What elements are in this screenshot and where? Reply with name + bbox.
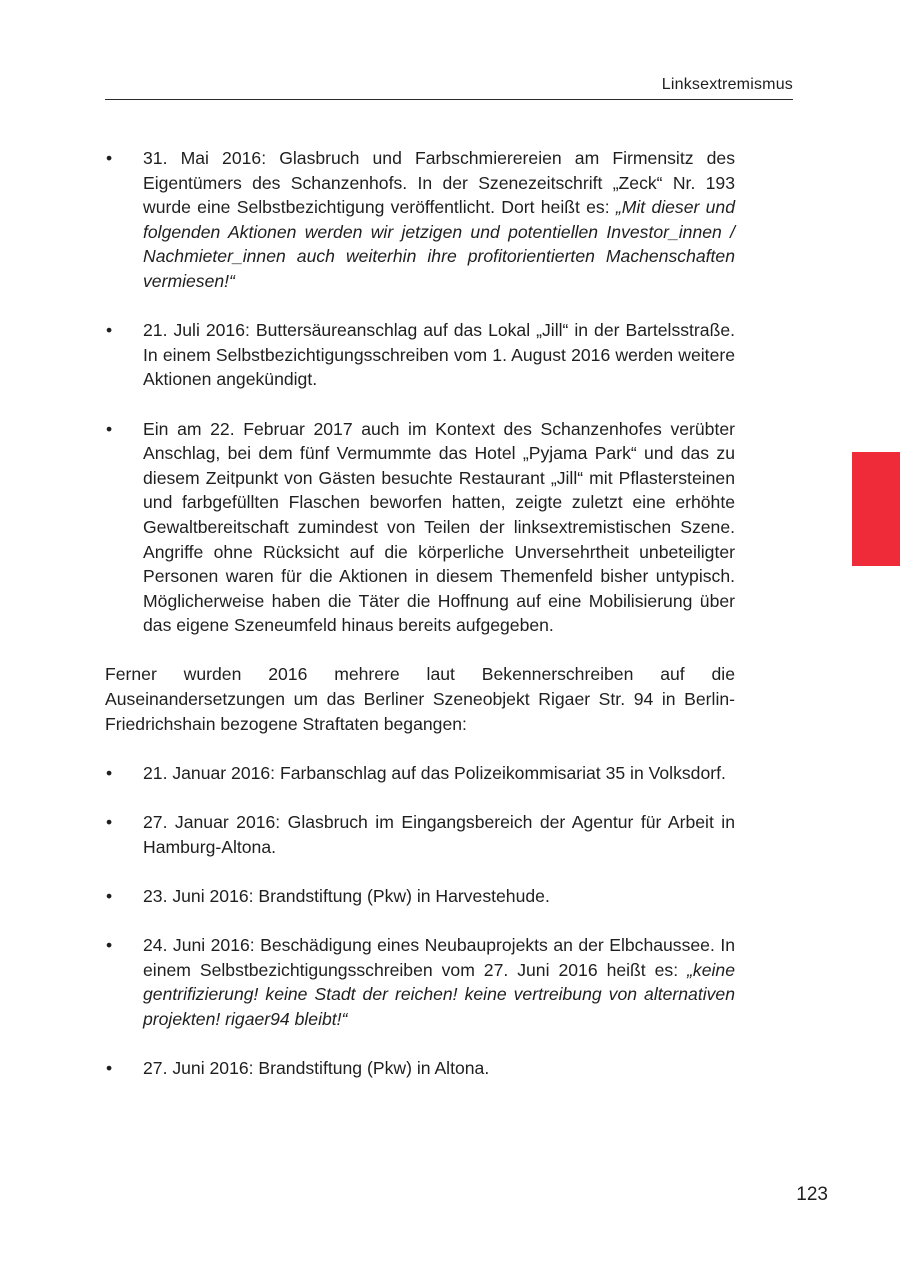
list-item xyxy=(105,884,735,909)
page-number: 123 xyxy=(796,1184,828,1205)
body-paragraph: Ferner wurden 2016 mehrere laut Bekennerschreiben auf die Auseinandersetzungen um das Berliner Szeneobjekt Rigaer Str. 94 in Berlin-Friedrichshain bezogene Straftaten begangen: xyxy=(105,664,735,734)
list-item xyxy=(105,146,735,294)
bullet: • xyxy=(106,320,113,341)
bullet: • xyxy=(106,762,113,783)
item-text: 31. Mai 2016: Glasbruch und Farbschmierereien am Firmensitz des Eigentümers des Schanzenhofs. In der Szenezeitschrift „Zeck“ Nr. 193 wurde eine Selbstbezichtigung veröffentlicht. Dort heißt es: xyxy=(143,148,735,218)
list-item xyxy=(105,933,735,1031)
main-content xyxy=(105,146,735,1105)
list-item xyxy=(105,761,735,786)
item-text: 27. Juni 2016: Brandstiftung (Pkw) in Altona. xyxy=(143,1057,490,1078)
header-title: Linksextremismus xyxy=(661,76,793,93)
item-text: 23. Juni 2016: Brandstiftung (Pkw) in Harvestehude. xyxy=(143,885,550,906)
bullet: • xyxy=(106,812,113,833)
item-quote: „keine gentrifizierung! keine Stadt der reichen! keine vertreibung von alternativen projekten! rigaer94 bleibt!“ xyxy=(143,959,735,1029)
list-item xyxy=(105,417,735,638)
bullet: • xyxy=(106,1057,113,1078)
chapter-tab-marker xyxy=(852,452,900,566)
bullet: • xyxy=(106,418,113,439)
running-header xyxy=(105,75,793,100)
list-item xyxy=(105,810,735,859)
list-item xyxy=(105,1056,735,1081)
item-text: Ein am 22. Februar 2017 auch im Kontext des Schanzenhofes verübter Anschlag, bei dem fünf Vermummte das Hotel „Pyjama Park“ und das zu diesem Zeitpunkt von Gästen besuchte Restaurant „Jill“ mit Pflastersteinen und farbgefüllten Flaschen beworfen hatten, zeigte zuletzt eine erhöhte Gewaltbereitschaft zumindest von Teilen der linksextremistischen Szene. Angriffe ohne Rücksicht auf die körperliche Unversehrtheit unbeteiligter Personen waren für die Aktionen in diesem Themenfeld bisher untypisch. Möglicherweise haben die Täter die Hoffnung auf eine Mobilisierung über das eigene Szeneumfeld hinaus bereits aufgegeben. xyxy=(143,418,735,636)
bullet: • xyxy=(106,885,113,906)
bullet: • xyxy=(106,935,113,955)
list-item xyxy=(105,318,735,392)
item-quote: „Mit dieser und folgenden Aktionen werden wir jetzigen und potentiellen Investor_innen / Nachmieter_innen auch weiterhin ihre profitorientierten Machenschaften vermiesen!“ xyxy=(143,197,735,291)
item-text: 24. Juni 2016: Beschädigung eines Neubauprojekts an der Elbchaussee. In einem Selbstbezichtigungsschreiben vom 27. Juni 2016 heißt es: xyxy=(143,935,735,980)
item-text: 21. Juli 2016: Buttersäureanschlag auf das Lokal „Jill“ in der Bartelsstraße. In einem Selbstbezichtigungsschreiben vom 1. August 2016 werden weitere Aktionen angekündigt. xyxy=(143,320,735,390)
item-text: 27. Januar 2016: Glasbruch im Eingangsbereich der Agentur für Arbeit in Hamburg-Altona. xyxy=(143,812,735,857)
item-text: 21. Januar 2016: Farbanschlag auf das Polizeikommisariat 35 in Volksdorf. xyxy=(143,762,726,783)
bullet: • xyxy=(106,148,113,168)
